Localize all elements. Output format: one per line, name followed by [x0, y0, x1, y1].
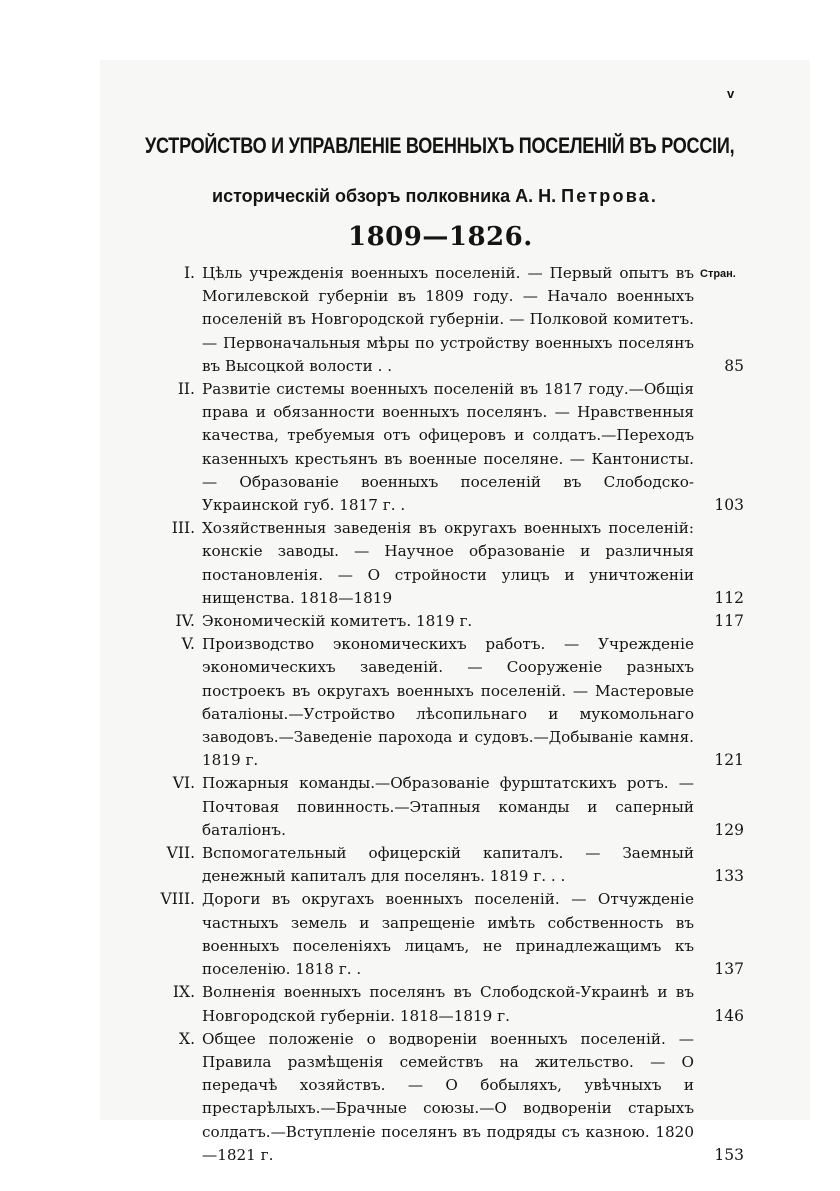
year-range: 1809—1826.	[348, 222, 533, 252]
toc-entry-text: Экономическій комитетъ. 1819 г.	[202, 612, 473, 631]
toc-entry-numeral: III.	[171, 519, 195, 538]
toc-entry-numeral: IX.	[172, 983, 195, 1002]
toc-entry	[0, 633, 840, 772]
toc-entry-numeral: V.	[181, 635, 195, 654]
toc-entry-text: Пожарныя команды.—Образованіе фурштатскихъ ротъ. — Почтовая повинность.—Этапныя команды и саперный баталіонъ.	[202, 774, 694, 839]
toc-entry	[0, 772, 840, 842]
table-of-contents	[0, 262, 840, 1167]
toc-entry-text: Общее положеніе о водвореніи военныхъ поселеній. — Правила размѣщенія семействъ на жительство. — О передачѣ хозяйствъ. — О бобыляхъ, увѣчныхъ и престарѣлыхъ.—Брачные союзы.—О водвореніи старыхъ солдатъ.—Вступленіе поселянъ въ подряды съ казною. 1820—1821 г.	[202, 1029, 694, 1164]
subtitle-prefix: историческій обзоръ полковника А. Н.	[212, 186, 557, 206]
toc-entry-page: 112	[714, 588, 744, 607]
toc-entry-numeral: II.	[177, 380, 195, 399]
toc-entry-text: Дороги въ округахъ военныхъ поселеній. — Отчужденіе частныхъ земель и запрещеніе имѣть собственность въ военныхъ поселеніяхъ лицамъ, не принадлежащимъ къ поселенію. 1818 г. .	[202, 890, 694, 979]
toc-entry-text: Производство экономическихъ работъ. — Учрежденіе экономическихъ заведеній. — Сооруженіе разныхъ построекъ въ округахъ военныхъ поселеній. — Мастеровые баталіоны.—Устройство лѣсопильнаго и мукомольнаго заводовъ.—Заведеніе парохода и судовъ.—Добываніе камня. 1819 г.	[202, 635, 694, 770]
toc-entry-page: 117	[714, 612, 744, 631]
toc-entry-text: Цѣль учрежденія военныхъ поселеній. — Первый опытъ въ Могилевской губерніи въ 1809 году. — Начало военныхъ поселеній въ Новгородской губерніи. — Полковой комитетъ. — Первоначальныя мѣры по устройству военныхъ поселянъ въ Высоцкой волости . .	[202, 264, 694, 375]
toc-entry-numeral: VIII.	[160, 890, 195, 909]
document-subtitle	[212, 186, 658, 207]
toc-entry-numeral: I.	[183, 264, 195, 282]
toc-entry-numeral: VII.	[166, 844, 195, 863]
toc-entry-text: Вспомогательный офицерскій капиталъ. — Заемный денежный капиталъ для поселянъ. 1819 г. . .	[202, 844, 694, 886]
toc-entry	[0, 981, 840, 1027]
toc-entry-page: 85	[724, 356, 744, 375]
toc-entry	[0, 888, 840, 981]
toc-entry-page: 133	[714, 867, 744, 886]
page-column-header: Стран.	[700, 268, 736, 280]
toc-entry	[0, 842, 840, 888]
toc-entry-page: 137	[714, 960, 744, 979]
toc-entry	[0, 517, 840, 610]
toc-entry-page: 153	[714, 1145, 744, 1164]
toc-entry	[0, 610, 840, 633]
toc-entry-text: Хозяйственныя заведенія въ округахъ военныхъ поселеній: конскіе заводы. — Научное образованіе и различныя постановленія. — О стройности улицъ и уничтоженіи нищенства. 1818—1819	[202, 519, 694, 607]
toc-entry-numeral: IV.	[175, 612, 195, 631]
toc-entry	[0, 262, 840, 378]
toc-entry-page: 129	[714, 820, 744, 839]
toc-entry-numeral: X.	[179, 1029, 195, 1048]
toc-entry-text: Волненія военныхъ поселянъ въ Слободской-Украинѣ и въ Новгородской губерніи. 1818—1819 г.	[202, 983, 694, 1025]
page-number: v	[727, 86, 735, 101]
toc-entry-page: 121	[714, 751, 744, 770]
toc-entry-numeral: VI.	[172, 774, 195, 793]
subtitle-author: Петрова.	[561, 186, 659, 206]
toc-entry-text: Развитіе системы военныхъ поселеній въ 1817 году.—Общія права и обязанности военныхъ поселянъ. — Нравственныя качества, требуемыя отъ офицеровъ и солдатъ.—Переходъ казенныхъ крестьянъ въ военные поселяне. — Кантонисты. — Образованіе военныхъ поселеній въ Слободско-Украинской губ. 1817 г. .	[202, 380, 694, 515]
toc-entry-page: 146	[714, 1006, 744, 1025]
toc-entry	[0, 378, 840, 517]
toc-entry	[0, 1028, 840, 1167]
toc-entry-page: 103	[714, 496, 744, 515]
document-title: УСТРОЙСТВО И УПРАВЛЕНІЕ ВОЕННЫХЪ ПОСЕЛЕНІЙ ВЪ РОССІИ,	[145, 133, 735, 158]
